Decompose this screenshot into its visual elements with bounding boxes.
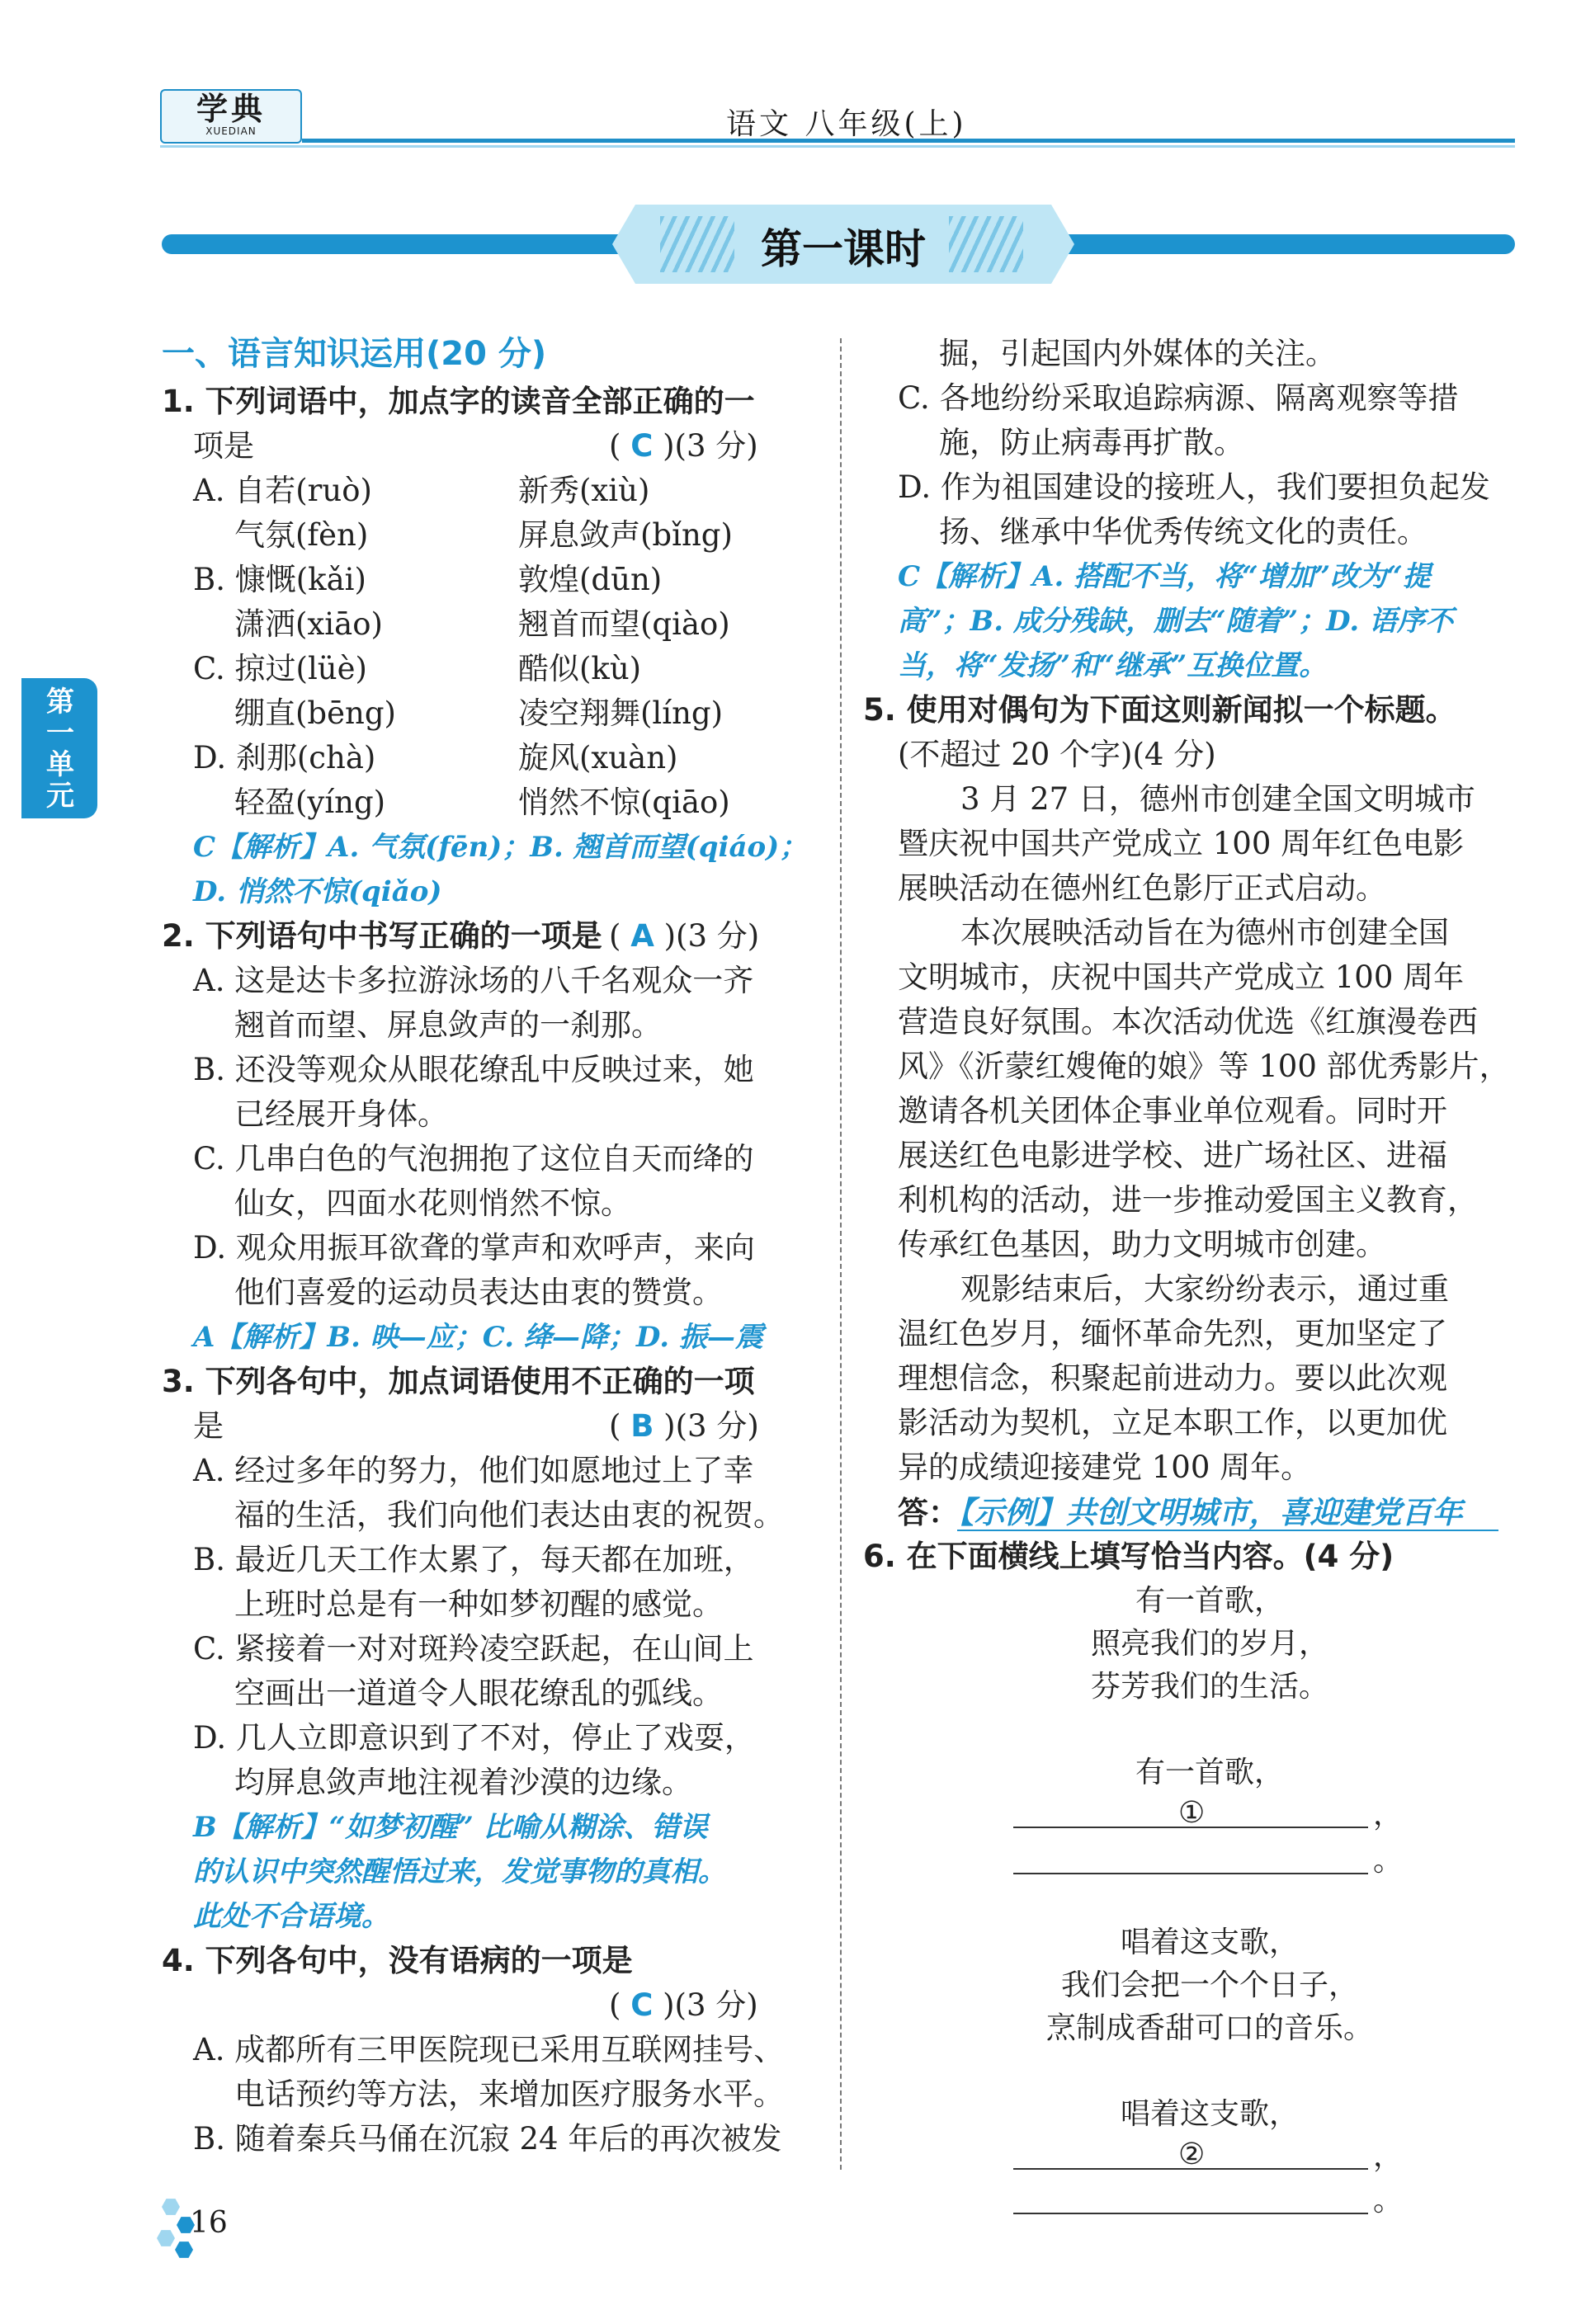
text-line: 展映活动在德州红色影厅正式启动。 [898,870,1386,906]
text-line: 项是 [193,428,254,464]
text-line: 新秀(xiù) [518,473,650,508]
answer-bracket [609,916,759,957]
text-line: 扬、继承中华优秀传统文化的责任。 [939,514,1427,549]
text-line: B. 慷慨(kǎi) [193,562,366,597]
text-line: 空画出一道道令人眼花缭乱的弧线。 [234,1676,723,1711]
analysis-line: 当，将“发扬”和“继承”互换位置。 [898,649,1328,682]
text-line: 上班时总是有一种如梦初醒的感觉。 [234,1586,723,1622]
text-line: 凌空翔舞(líng) [518,695,724,731]
poem-period: 。 [1373,2184,1404,2218]
poem-line: 我们会把一个个日子， [1060,1968,1358,2002]
text-line: 仙女，四面水花则悄然不惊。 [234,1186,631,1221]
text-line: 是 [193,1408,224,1444]
analysis-line: 此处不合语境。 [193,1900,389,1933]
text-line: A. 成都所有三甲医院现已采用互联网挂号、 [193,2032,785,2067]
question-stem: 1. 下列词语中，加点字的读音全部正确的一 [162,384,755,419]
poem-line: 有一首歌， [1135,1584,1284,1618]
text-line: 翘首而望(qiào) [518,606,730,642]
footer-hex-decoration [162,2198,180,2216]
footer-hex-decoration [175,2241,193,2259]
q5-answer [898,1492,1463,1534]
analysis-line: C【解析】A. 搭配不当，将“增加”改为“提 [898,560,1431,593]
text-line: 已经展开身体。 [234,1096,448,1132]
text-line: 施，防止病毒再扩散。 [939,425,1244,460]
text-line: 电话预约等方法，来增加医疗服务水平。 [234,2077,784,2112]
text-line: C. 各地纷纷采取追踪病源、隔离观察等措 [898,380,1459,416]
analysis-line: A【解析】B. 映—应；C. 绛—降；D. 振—震 [193,1321,763,1354]
q5-answer-label: 答： [898,1494,959,1530]
poem-line: 烹制成香甜可口的音乐。 [1045,2011,1373,2045]
q5-answer-underline [957,1530,1498,1531]
answer-choice: C [630,1987,654,2023]
text-line: D. 观众用振耳欲聋的掌声和欢呼声，来向 [193,1230,755,1266]
blank-number-1: ① [1178,1796,1206,1830]
text-line: 影活动为契机，立足本职工作，以更加优 [898,1405,1447,1440]
answer-bracket [609,426,758,467]
fill-blank-2a[interactable] [1013,2168,1368,2170]
text-line: 传承红色基因，助力文明城市创建。 [898,1227,1386,1262]
text-line: C. 紧接着一对对斑羚凌空跃起，在山间上 [193,1631,754,1666]
poem-line: 照亮我们的岁月， [1090,1627,1328,1661]
logo-english: XUEDIAN [205,125,257,137]
poem-line: 唱着这支歌， [1120,1926,1299,1959]
q5-answer-text: 【示例】共创文明城市，喜迎建党百年 [959,1495,1463,1530]
text-line: 悄然不惊(qiāo) [518,785,730,820]
text-line: 轻盈(yíng) [234,785,386,820]
lesson-title: 第一课时 [761,225,926,273]
publisher-logo [160,89,302,144]
fill-blank-2b[interactable] [1013,2213,1368,2214]
poem-line: 有一首歌， [1135,1756,1284,1789]
question-score: )(3 分) [663,1987,758,2023]
analysis-line: C【解析】A. 气氛(fēn)；B. 翘首而望(qiáo)； [193,831,808,864]
blank-number-2: ② [1178,2138,1206,2171]
text-line: 酷似(kù) [518,651,642,686]
answer-bracket-open: ( [609,1987,631,2023]
question-stem: 2. 下列语句中书写正确的一项是 [162,918,602,954]
analysis-line: D. 悄然不惊(qiǎo) [193,875,442,908]
text-line: 翘首而望、屏息敛声的一刹那。 [234,1007,662,1043]
fill-blank-1b[interactable] [1013,1873,1368,1874]
logo-chinese: 学典 [196,90,266,127]
text-line: 营造良好氛围。本次活动优选《红旗漫卷西 [898,1004,1478,1039]
question-score: )(3 分) [663,428,758,464]
answer-choice: C [630,428,654,464]
answer-bracket-open: ( [609,428,631,464]
text-line: D. 几人立即意识到了不对，停止了戏耍， [193,1720,755,1756]
question-score: )(3 分) [663,918,760,954]
section-heading: 一、语言知识运用(20 分) [162,335,547,373]
column-divider [840,338,842,2170]
answer-bracket [609,1406,759,1447]
text-line: 观影结束后，大家纷纷表示，通过重 [960,1271,1449,1307]
footer-hex-decoration [157,2229,175,2247]
question-score: )(3 分) [663,1408,759,1444]
text-line: 屏息敛声(bǐng) [518,517,733,553]
answer-choice: B [630,1408,654,1444]
text-line: 均屏息敛声地注视着沙漠的边缘。 [234,1765,692,1800]
text-line: 3 月 27 日，德州市创建全国文明城市 [960,781,1475,817]
page-number: 16 [190,2206,228,2240]
question-stem: 3. 下列各句中，加点词语使用不正确的一项 [162,1364,755,1399]
text-line: 异的成绩迎接建党 100 周年。 [898,1450,1312,1485]
text-line: 利机构的活动，进一步推动爱国主义教育， [898,1182,1478,1218]
text-line: 气氛(fèn) [234,517,369,553]
text-line: 理想信念，积聚起前进动力。要以此次观 [898,1360,1447,1396]
analysis-line: 高”；B. 成分残缺，删去“随着”；D. 语序不 [898,605,1454,638]
text-line: 福的生活，我们向他们表达由衷的祝贺。 [234,1497,784,1533]
text-line: B. 最近几天工作太累了，每天都在加班， [193,1542,754,1577]
poem-line: 芬芳我们的生活。 [1090,1670,1328,1704]
question-stem: 4. 下列各句中，没有语病的一项是 [162,1943,633,1978]
text-line: 展送红色电影进学校、进广场社区、进福 [898,1138,1447,1173]
text-line: 敦煌(dūn) [518,562,663,597]
poem-period: 。 [1373,1844,1404,1878]
text-line: A. 自若(ruò) [193,473,372,508]
fill-blank-1a[interactable] [1013,1827,1368,1828]
text-line: D. 作为祖国建设的接班人，我们要担负起发 [898,469,1490,505]
subject-grade: 语文 八年级(上) [726,107,967,141]
answer-bracket-open: ( [609,1408,631,1444]
text-line: 风》《沂蒙红嫂俺的娘》等 100 部优秀影片， [898,1049,1510,1084]
text-line: C. 几串白色的气泡拥抱了这位自天而绛的 [193,1141,754,1176]
text-line: 旋风(xuàn) [518,740,678,775]
poem-comma: ， [1373,2139,1404,2173]
text-line: 文明城市，庆祝中国共产党成立 100 周年 [898,959,1465,995]
poem-line: 唱着这支歌， [1120,2097,1299,2131]
text-line: 邀请各机关团体企事业单位观看。同时开 [898,1093,1447,1129]
text-line: 掘，引起国内外媒体的关注。 [939,336,1336,371]
text-line: 他们喜爱的运动员表达由衷的赞赏。 [234,1275,723,1310]
text-line: (不超过 20 个字)(4 分) [898,737,1216,772]
text-line: 潇洒(xiāo) [234,606,383,642]
text-line: B. 随着秦兵马俑在沉寂 24 年后的再次被发 [193,2121,782,2157]
poem-comma: ， [1373,1798,1404,1831]
question-stem: 5. 使用对偶句为下面这则新闻拟一个标题。 [863,692,1456,728]
text-line: 温红色岁月，缅怀革命先烈，更加坚定了 [898,1316,1447,1351]
analysis-line: 的认识中突然醒悟过来，发觉事物的真相。 [193,1855,726,1888]
unit-side-tab-label: 第一单元 [46,686,74,813]
text-line: 暨庆祝中国共产党成立 100 周年红色电影 [898,826,1465,861]
answer-choice: A [630,918,654,954]
text-line: 绷直(bēng) [234,695,396,731]
text-line: A. 这是达卡多拉游泳场的八千名观众一齐 [193,963,754,998]
text-line: D. 刹那(chà) [193,740,376,775]
question-stem: 6. 在下面横线上填写恰当内容。(4 分) [863,1539,1394,1574]
text-line: C. 掠过(lüè) [193,651,367,686]
text-line: 本次展映活动旨在为德州市创建全国 [960,915,1449,950]
answer-bracket-open: ( [609,918,631,954]
text-line: A. 经过多年的努力，他们如愿地过上了幸 [193,1453,754,1488]
text-line: B. 还没等观众从眼花缭乱中反映过来，她 [193,1052,754,1087]
answer-bracket [609,1985,758,2026]
header-rule-light [160,145,1515,148]
analysis-line: B【解析】“如梦初醒” 比喻从糊涂、错误 [193,1811,708,1844]
